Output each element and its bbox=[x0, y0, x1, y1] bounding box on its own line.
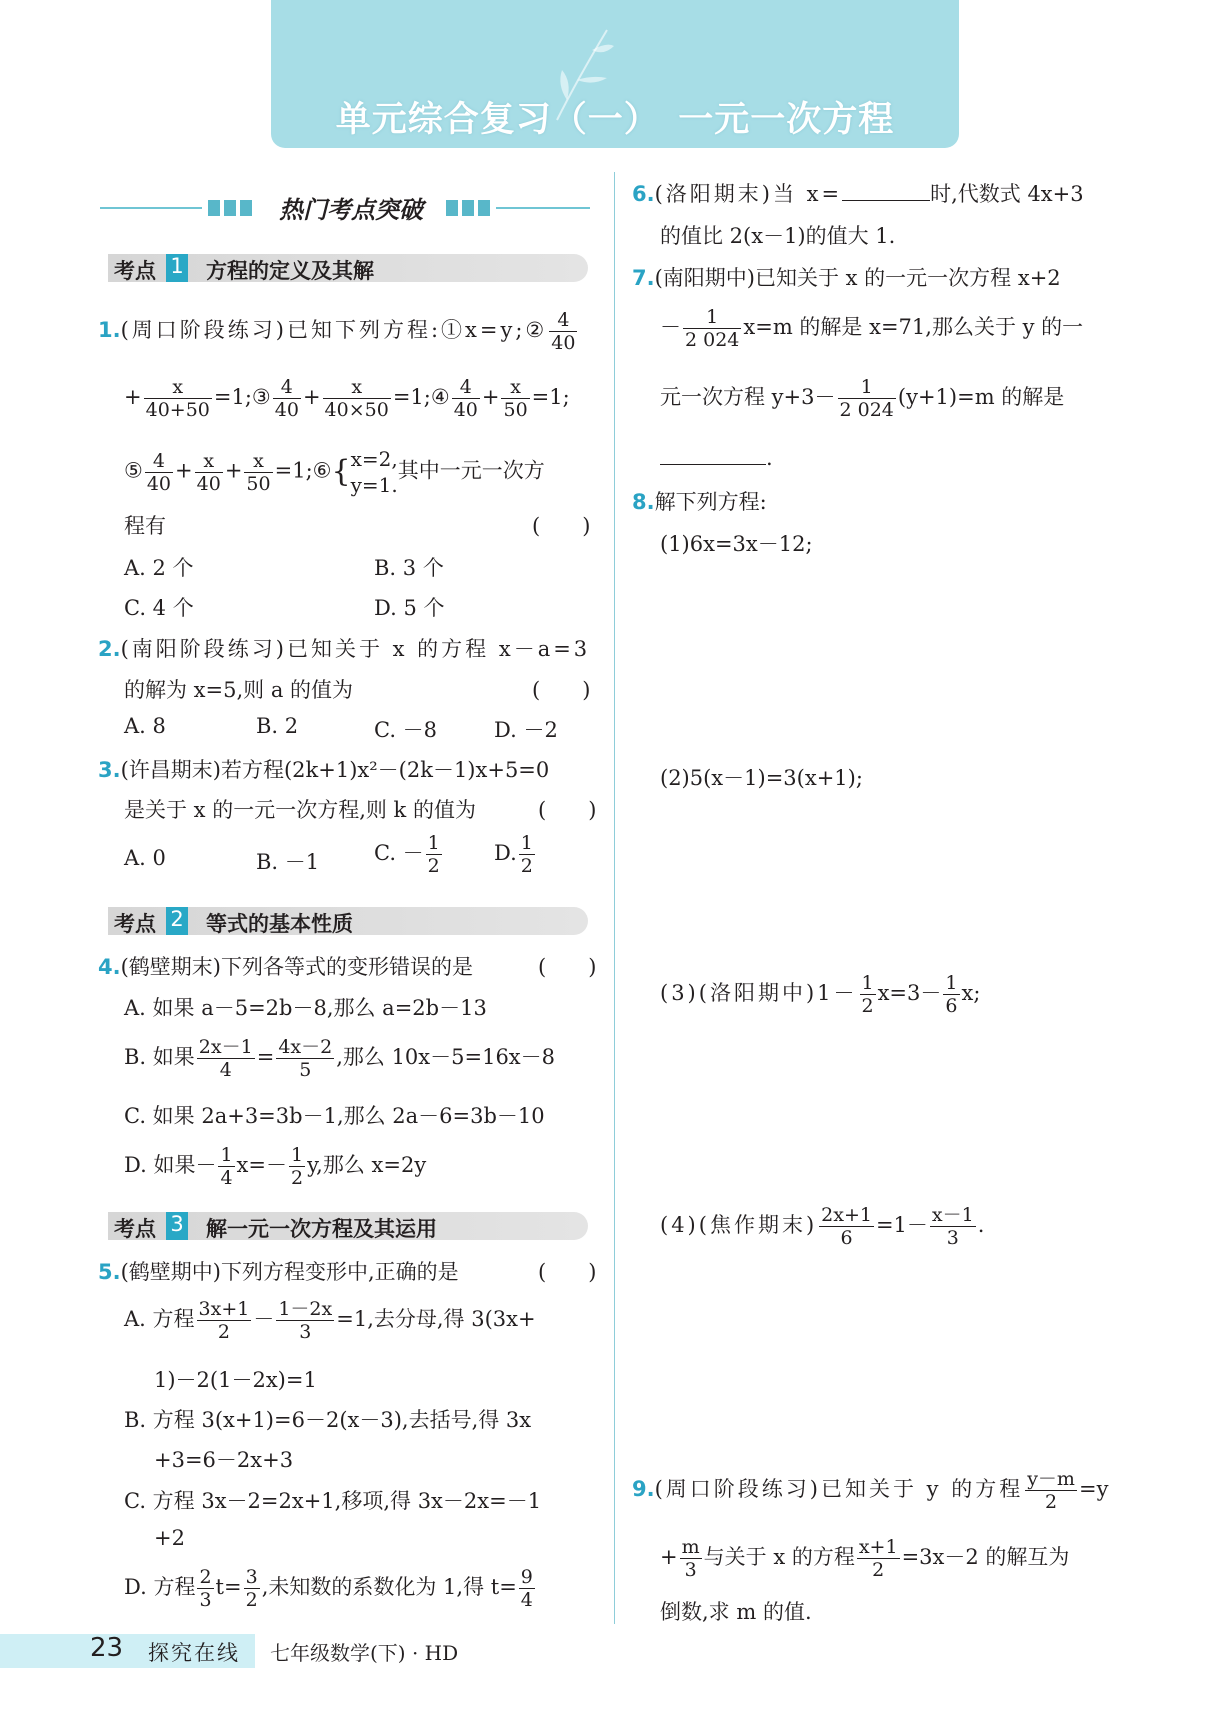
fraction: $\frac{2}{3}$ bbox=[199, 1566, 212, 1611]
subquestion-1: (1)6x=3x－12; bbox=[660, 532, 813, 556]
kaodian-label: 考点 bbox=[114, 1217, 156, 1241]
option-d[interactable]: D. $\frac{1}{2}$ bbox=[494, 832, 533, 877]
page-number: 23 bbox=[90, 1633, 124, 1663]
kaodian-title: 方程的定义及其解 bbox=[206, 259, 374, 283]
question-9-line-3: 倒数,求 m 的值. bbox=[660, 1600, 812, 1624]
fraction: $\frac{1}{4}$ bbox=[220, 1144, 233, 1189]
subquestion-2: (2)5(x－1)=3(x+1); bbox=[660, 766, 863, 790]
question-4-line-1: 4.(鹤壁期末)下列各等式的变形错误的是 bbox=[98, 955, 473, 979]
answer-bracket[interactable]: ( ) bbox=[532, 678, 591, 702]
kaodian-bar-3 bbox=[108, 1212, 588, 1240]
option-c[interactable]: C. 如果 2a+3=3b－1,那么 2a－6=3b－10 bbox=[124, 1104, 545, 1128]
option-a[interactable]: A. 如果 a－5=2b－8,那么 a=2b－13 bbox=[124, 996, 487, 1020]
fraction: $\frac{4}{40}$ bbox=[274, 376, 299, 421]
kaodian-number: 2 bbox=[166, 907, 188, 935]
option-c[interactable]: C. －8 bbox=[374, 718, 438, 742]
fraction: $\frac{1}{2}$ bbox=[861, 972, 874, 1017]
option-c[interactable]: C. 方程 3x－2=2x+1,移项,得 3x－2x=－1 bbox=[124, 1489, 542, 1513]
option-b-continued: +3=6－2x+3 bbox=[154, 1448, 294, 1472]
subquestion-3: (3)(洛阳期中)1－ $\frac{1}{2}$ x=3－ $\frac{1}{6}$ x; bbox=[660, 972, 981, 1017]
unit-title: 单元综合复习（一） 一元一次方程 bbox=[335, 100, 895, 140]
kaodian-number: 3 bbox=[166, 1212, 188, 1240]
question-2-line-1: 2.(南阳阶段练习)已知关于 x 的方程 x－a=3 bbox=[98, 637, 591, 661]
kaodian-bar-1 bbox=[108, 254, 588, 282]
question-7-line-2: － $\frac{1}{2 024}$ x=m 的解是 x=71,那么关于 y 的一 bbox=[660, 306, 1084, 351]
option-d[interactable]: D. 如果－ $\frac{1}{4}$ x=－ $\frac{1}{2}$ y,那么 x=2y bbox=[124, 1144, 427, 1189]
kaodian-title: 等式的基本性质 bbox=[206, 912, 353, 936]
answer-bracket[interactable]: ( ) bbox=[538, 1260, 597, 1284]
question-2-line-2: 的解为 x=5,则 a 的值为 bbox=[124, 678, 354, 702]
answer-bracket[interactable]: ( ) bbox=[538, 798, 597, 822]
fraction: $\frac{y-m}{2}$ bbox=[1027, 1468, 1075, 1513]
fraction: $\frac{x}{50}$ bbox=[503, 376, 528, 421]
option-a[interactable]: A. 8 bbox=[124, 714, 166, 738]
heading-square bbox=[224, 200, 236, 216]
fraction: $\frac{4}{40}$ bbox=[453, 376, 478, 421]
question-8-line-1: 8.解下列方程: bbox=[632, 490, 767, 514]
question-number: 8. bbox=[632, 490, 655, 514]
fraction: $\frac{4}{40}$ bbox=[146, 449, 172, 495]
question-6-line-1: 6.(洛阳期末)当 x= 时,代数式 4x+3 bbox=[632, 182, 1084, 206]
option-a[interactable]: A. 方程 $\frac{3x+1}{2}$ － $\frac{1-2x}{3}$ =1,去分母,得 3(3x+ bbox=[124, 1298, 536, 1343]
question-1-line-3: ⑤ $\frac{4}{40}$ + $\frac{x}{40}$ + $\frac{x}{50}$ =1;⑥{ x=2, y=1. 其中一元一次方 bbox=[124, 447, 545, 497]
question-1-line-2: + $\frac{x}{40+50}$ =1;③ $\frac{4}{40}$ + $\frac{x}{40\times 50}$ =1;④ $\frac{4}{40}$ + $\frac{x}{50}$ =1; bbox=[124, 376, 570, 421]
answer-blank[interactable] bbox=[660, 446, 766, 465]
fraction: $\frac{1-2x}{3}$ bbox=[278, 1298, 333, 1343]
fraction: $\frac{1}{6}$ bbox=[945, 972, 958, 1017]
answer-bracket[interactable]: ( ) bbox=[532, 514, 591, 538]
fraction: $\frac{m}{3}$ bbox=[681, 1536, 700, 1581]
fraction: $\frac{3x+1}{2}$ bbox=[198, 1298, 250, 1343]
question-6-line-2: 的值比 2(x－1)的值大 1. bbox=[660, 224, 896, 248]
fraction: $\frac{2x+1}{6}$ bbox=[821, 1204, 872, 1249]
question-7-line-4: . bbox=[660, 446, 773, 470]
question-number: 5. bbox=[98, 1260, 121, 1284]
fraction: $\frac{1}{2}$ bbox=[291, 1144, 304, 1189]
equation-system: x=2, y=1. bbox=[350, 447, 398, 497]
book-title: 七年级数学(下) · HD bbox=[270, 1641, 459, 1665]
kaodian-bar-2 bbox=[108, 907, 588, 935]
fraction: $\frac{1}{2}$ bbox=[427, 832, 440, 877]
fraction: $\frac{x+1}{2}$ bbox=[858, 1536, 898, 1581]
question-7-line-1: 7.(南阳期中)已知关于 x 的一元一次方程 x+2 bbox=[632, 266, 1061, 290]
question-number: 9. bbox=[632, 1477, 655, 1501]
question-3-line-1: 3.(许昌期末)若方程(2k+1)x²－(2k－1)x+5=0 bbox=[98, 758, 550, 782]
section-heading bbox=[100, 190, 590, 230]
question-5-line-1: 5.(鹤壁期中)下列方程变形中,正确的是 bbox=[98, 1260, 459, 1284]
option-c[interactable]: C. － $\frac{1}{2}$ bbox=[374, 832, 440, 877]
question-number: 4. bbox=[98, 955, 121, 979]
question-9-line-1: 9.(周口阶段练习)已知关于 y 的方程 $\frac{y-m}{2}$ =y bbox=[632, 1468, 1109, 1513]
heading-square bbox=[240, 200, 252, 216]
option-b[interactable]: B. 3 个 bbox=[374, 556, 444, 580]
option-b[interactable]: B. 2 bbox=[256, 714, 299, 738]
fraction: $\frac{x-1}{3}$ bbox=[931, 1204, 974, 1249]
column-divider bbox=[614, 172, 615, 1624]
brand-name: 探究在线 bbox=[148, 1641, 240, 1665]
fraction: $\frac{1}{2 024}$ bbox=[685, 306, 740, 351]
question-1-line-1: 1.(周口阶段练习)已知下列方程:①x=y;② $\frac{4}{40}$ bbox=[98, 309, 576, 354]
question-3-line-2: 是关于 x 的一元一次方程,则 k 的值为 bbox=[124, 798, 476, 822]
fraction: $\frac{1}{2}$ bbox=[520, 832, 533, 877]
fraction: $\frac{x}{40}$ bbox=[196, 449, 221, 495]
question-number: 7. bbox=[632, 266, 655, 290]
option-b[interactable]: B. －1 bbox=[256, 850, 320, 874]
fraction: $\frac{2x-1}{4}$ bbox=[198, 1036, 253, 1081]
question-number: 3. bbox=[98, 758, 121, 782]
option-a-continued: 1)－2(1－2x)=1 bbox=[154, 1368, 317, 1392]
fraction: $\frac{x}{50}$ bbox=[246, 449, 271, 495]
answer-bracket[interactable]: ( ) bbox=[538, 955, 597, 979]
option-d[interactable]: D. 方程 $\frac{2}{3}$ t= $\frac{3}{2}$ ,未知数的系数化为 1,得 t= $\frac{9}{4}$ bbox=[124, 1566, 533, 1611]
heading-square bbox=[446, 200, 458, 216]
heading-rule-right bbox=[496, 207, 590, 209]
question-number: 1. bbox=[98, 318, 121, 342]
option-d[interactable]: D. 5 个 bbox=[374, 596, 445, 620]
question-number: 6. bbox=[632, 182, 655, 206]
option-c[interactable]: C. 4 个 bbox=[124, 596, 194, 620]
fraction: $\frac{4}{40}$ bbox=[551, 309, 576, 354]
option-a[interactable]: A. 2 个 bbox=[124, 556, 194, 580]
section-title: 热门考点突破 bbox=[279, 196, 423, 224]
fraction: $\frac{4x-2}{5}$ bbox=[278, 1036, 333, 1081]
question-number: 2. bbox=[98, 637, 121, 661]
kaodian-number: 1 bbox=[166, 254, 188, 282]
question-7-line-3: 元一次方程 y+3－ $\frac{1}{2 024}$ (y+1)=m 的解是 bbox=[660, 376, 1065, 421]
answer-blank[interactable] bbox=[842, 182, 930, 201]
option-c-continued: +2 bbox=[154, 1526, 185, 1550]
question-9-line-2: + $\frac{m}{3}$ 与关于 x 的方程 $\frac{x+1}{2}$ =3x－2 的解互为 bbox=[660, 1536, 1070, 1581]
kaodian-label: 考点 bbox=[114, 912, 156, 936]
fraction: $\frac{9}{4}$ bbox=[520, 1566, 533, 1611]
header-banner bbox=[271, 0, 959, 148]
fraction: $\frac{x}{40\times 50}$ bbox=[324, 376, 389, 421]
heading-square bbox=[462, 200, 474, 216]
option-b[interactable]: B. 方程 3(x+1)=6－2(x－3),去括号,得 3x bbox=[124, 1408, 532, 1432]
heading-square bbox=[478, 200, 490, 216]
fraction: $\frac{x}{40+50}$ bbox=[145, 376, 210, 421]
option-d[interactable]: D. －2 bbox=[494, 718, 558, 742]
equation-system-brace: { bbox=[331, 454, 351, 489]
fraction: $\frac{1}{2 024}$ bbox=[839, 376, 894, 421]
kaodian-label: 考点 bbox=[114, 259, 156, 283]
question-1-line-4: 程有 bbox=[124, 514, 166, 538]
option-a[interactable]: A. 0 bbox=[124, 846, 166, 870]
heading-square bbox=[208, 200, 220, 216]
heading-rule-left bbox=[100, 207, 202, 209]
option-b[interactable]: B. 如果 $\frac{2x-1}{4}$ = $\frac{4x-2}{5}$ ,那么 10x－5=16x－8 bbox=[124, 1036, 556, 1081]
fraction: $\frac{3}{2}$ bbox=[245, 1566, 258, 1611]
kaodian-title: 解一元一次方程及其运用 bbox=[206, 1217, 437, 1241]
subquestion-4: (4)(焦作期末) $\frac{2x+1}{6}$ =1－ $\frac{x-1}{3}$ . bbox=[660, 1204, 985, 1249]
